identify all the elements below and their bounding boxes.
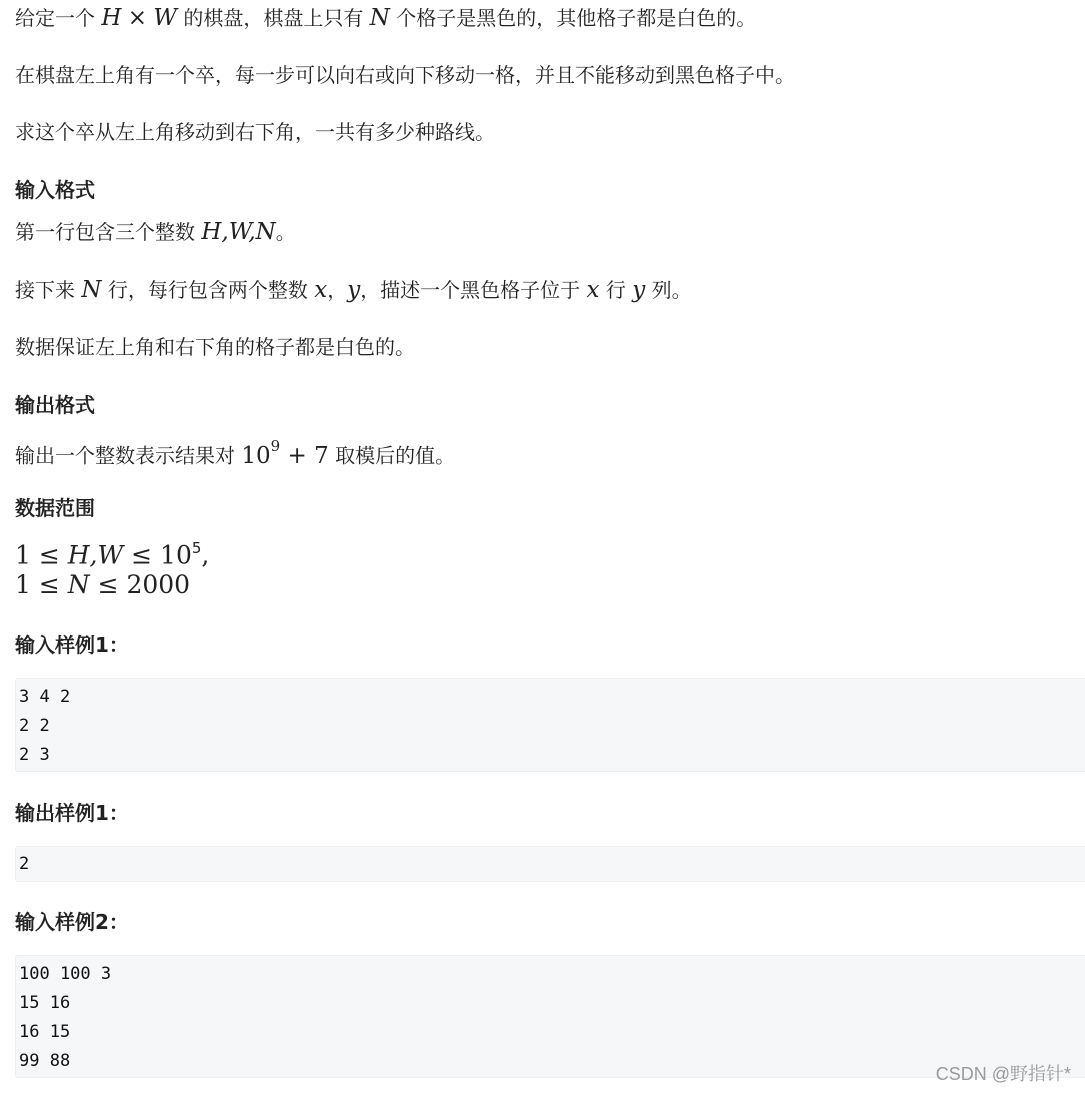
math: ≤ 10 [123,540,192,570]
code-block [15,955,1085,1078]
range-line-2 [15,567,190,603]
text: 接下来 [15,278,75,302]
desc-line-2: 在棋盘左上角有一个卒，每一步可以向右或向下移动一格，并且不能移动到黑色格子中。 [15,63,795,87]
text: 行，每行包含两个整数 [107,278,308,302]
input-format-line-3: 数据保证左上角和右下角的格子都是白色的。 [15,335,415,359]
watermark: CSDN @野指针* [935,1064,1071,1084]
code-block [15,846,1085,882]
text: 个格子是黑色的，其他格子都是白色的。 [396,6,757,30]
sample-heading: 输出样例1： [15,801,129,825]
input-format-heading: 输入格式 [15,178,95,202]
output-format-line-1 [15,431,455,467]
math-modulus [241,437,329,469]
text: 的棋盘，棋盘上只有 [183,6,364,30]
math-x: x [314,277,328,303]
code-line: 2 2 [19,716,50,736]
text: 取模后的值。 [335,443,456,468]
math-y: y [347,277,361,303]
code-line: 100 100 3 [19,964,112,984]
math: , [201,540,210,570]
input-format-line-2 [15,272,692,308]
math-y: y [632,277,646,303]
math-n: N [67,570,90,599]
math: ≤ 2000 [89,570,191,599]
math-n: N [369,5,390,31]
code-line: 99 88 [19,1051,71,1071]
text: 。 [275,220,296,244]
math-n: N [81,277,102,303]
math: 1 ≤ [15,540,68,570]
text: ， [327,278,348,302]
sample-heading: 输入样例1： [15,633,129,657]
math-x: x [586,277,600,303]
math-hwn: H,W,N [201,219,276,245]
text: 行 [605,278,626,302]
code-line: 15 16 [19,993,71,1013]
math-times: × [127,5,148,31]
range-line-1 [15,533,209,569]
math-plus: + 7 [287,442,329,469]
math-h: H [101,5,122,31]
math-exponent: 9 [270,437,281,455]
code-line: 3 4 2 [19,687,71,707]
code-line: 16 15 [19,1022,71,1042]
code-line: 2 3 [19,745,50,765]
input-format-line-1 [15,214,296,250]
math: 1 ≤ [15,570,68,599]
math-exponent: 5 [191,539,202,557]
sample-heading: 输入样例2： [15,910,129,934]
math-base: 10 [241,442,271,469]
code-line: 2 [19,854,30,874]
text: 输出一个整数表示结果对 [15,443,235,468]
math-hw: H,W [67,540,124,570]
desc-line-3: 求这个卒从左上角移动到右下角，一共有多少种路线。 [15,120,495,144]
desc-line-1 [15,0,756,36]
text: 第一行包含三个整数 [15,220,195,244]
output-format-heading: 输出格式 [15,393,95,417]
text: ，描述一个黑色格子位于 [360,278,581,302]
text: 列。 [651,278,692,302]
range-heading: 数据范围 [15,496,95,520]
math-w: W [153,5,178,31]
text: 给定一个 [15,6,95,30]
code-block [15,678,1085,772]
